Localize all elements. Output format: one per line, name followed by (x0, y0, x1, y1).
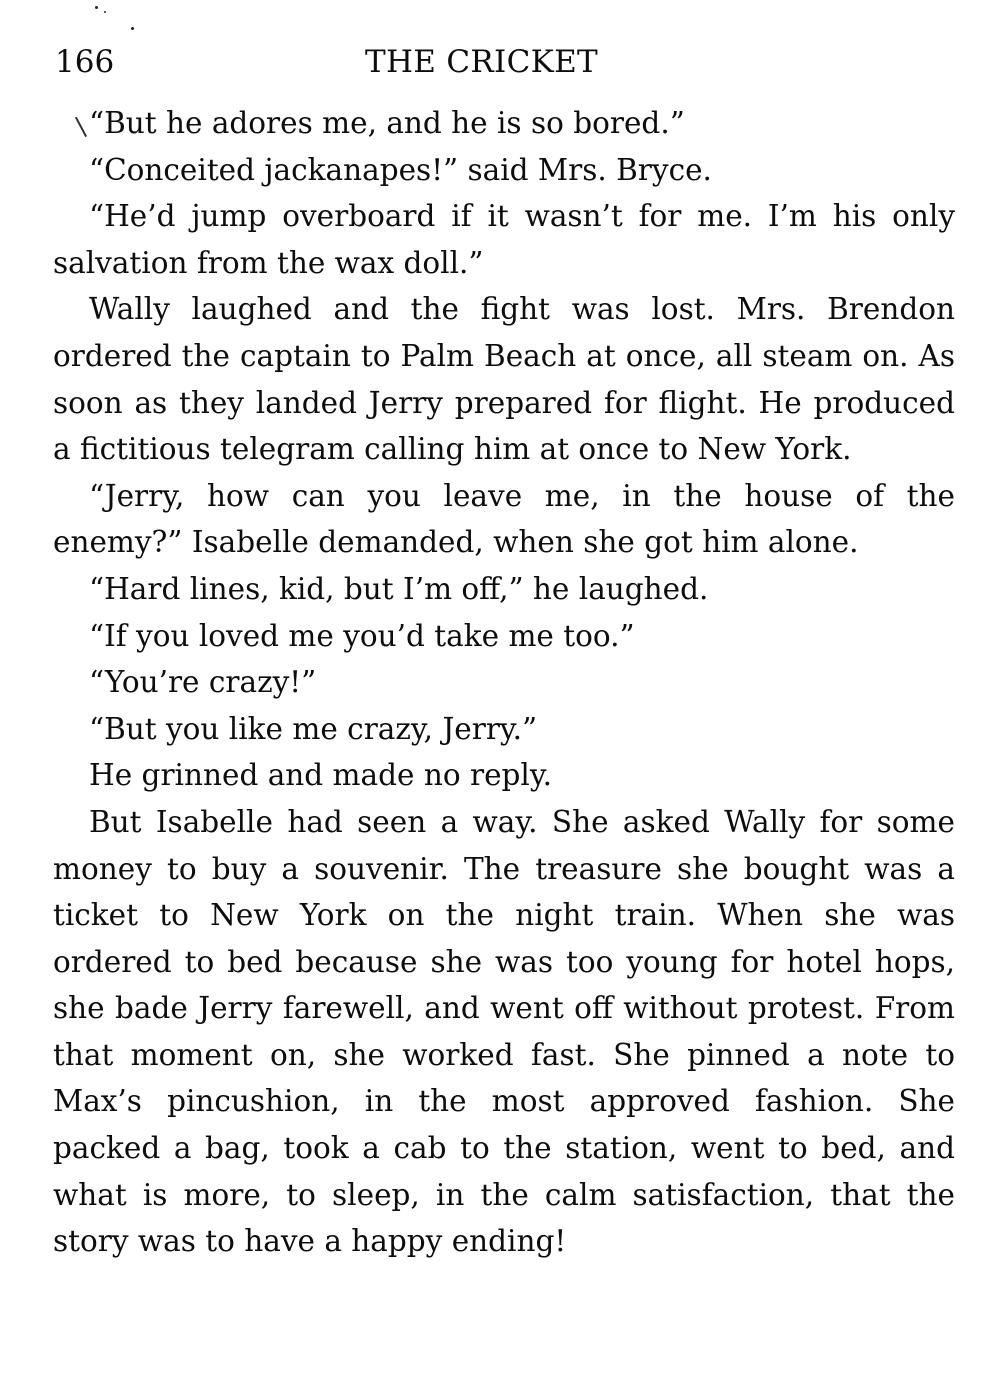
paragraph: “Conceited jackanapes!” said Mrs. Bryce. (89, 152, 712, 187)
paragraph: “If you loved me you’d take me too.” (89, 618, 635, 653)
paragraph: “Jerry, how can you leave me, in the house of the enemy?” Isabelle demanded, when she got him alone. (53, 478, 955, 560)
paragraph: “You’re crazy!” (89, 665, 317, 700)
paragraph: “He’d jump overboard if it wasn’t for me. I’m his only salvation from the wax doll.” (53, 199, 955, 280)
paragraph: Wally laughed and the fight was lost. Mrs. Brendon ordered the captain to Palm Beach at once, all steam on. As soon as they landed Jerry prepared for flight. He produced a fictitious telegram calling him at once to New York. (53, 292, 955, 467)
paragraph: He grinned and made no reply. (89, 758, 552, 793)
paragraph: “Hard lines, kid, but I’m off,” he laughed. (89, 571, 709, 606)
running-title: THE CRICKET (365, 44, 598, 80)
scan-speck (104, 11, 106, 13)
page-number: 166 (55, 44, 115, 80)
paragraph: “But you like me crazy, Jerry.” (89, 711, 538, 746)
page-header (55, 40, 955, 90)
paragraph: But Isabelle had seen a way. She asked Wally for some money to buy a souvenir. The treasure she bought was a ticket to New York on the night train. When she was ordered to bed because she was too young for hotel hops, she bade Jerry farewell, and went off without protest. From that moment on, she worked fast. She pinned a note to Max’s pincushion, in the most approved fashion. She packed a bag, took a cab to the station, went to bed, and what is more, to sleep, in the calm satisfaction, that the story was to have a happy ending! (53, 804, 955, 1259)
body-text (53, 100, 955, 1265)
scan-speck (131, 27, 134, 30)
scan-speck (95, 6, 98, 9)
paragraph: “But he adores me, and he is so bored.” (89, 106, 685, 140)
